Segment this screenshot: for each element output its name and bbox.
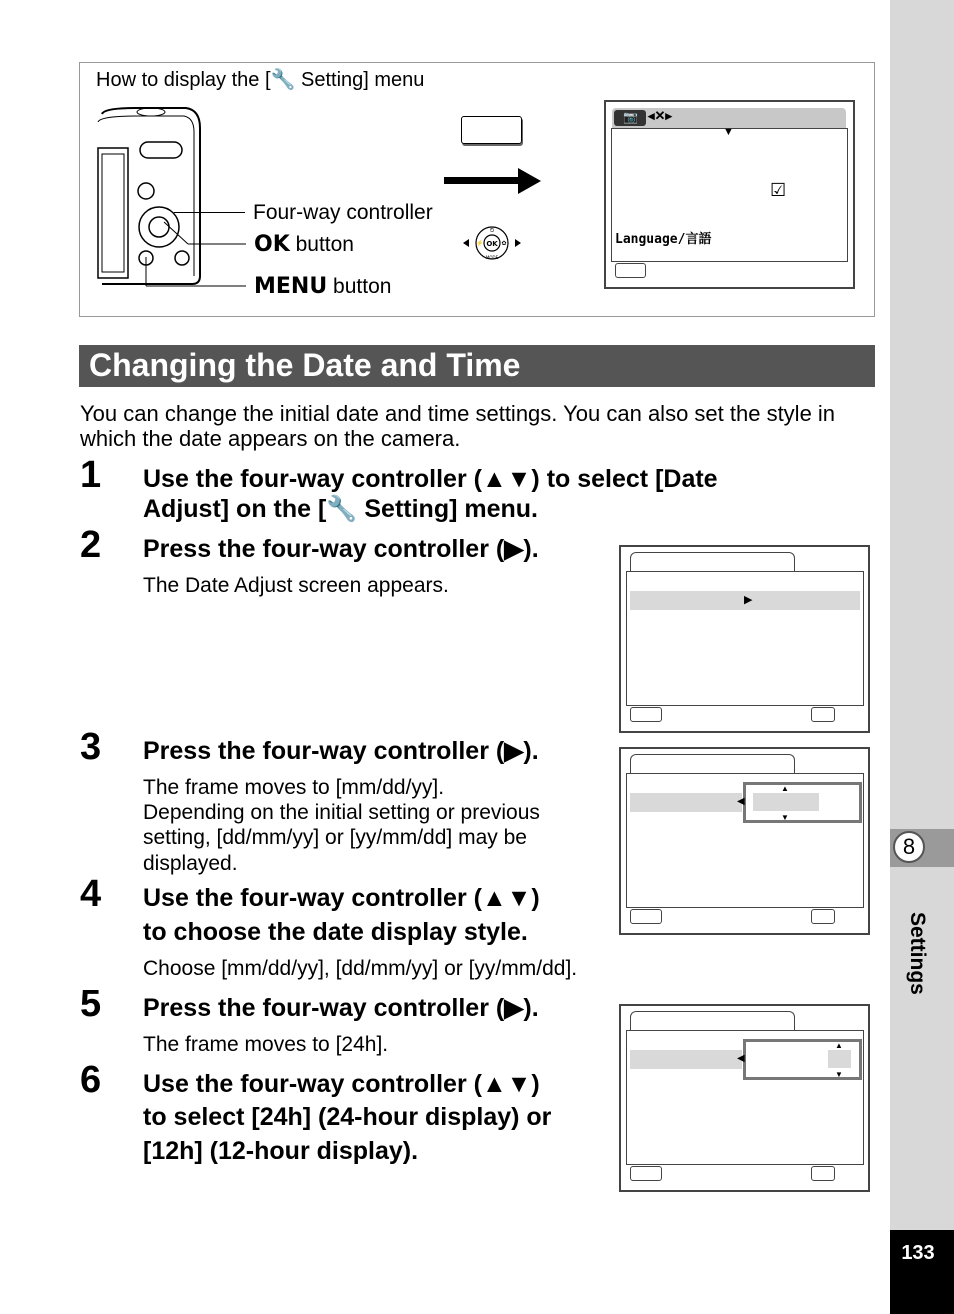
menu-screen-key [615,263,646,278]
step-5-body: The frame moves to [24h]. [143,1033,389,1056]
screen-c-left-arrow-icon: ◀ [737,1053,745,1064]
screen-c-tab [630,1011,795,1030]
pad-bottom-label: MODE [485,255,499,260]
menu-screen-language: Language/言語 [615,232,712,247]
step-3-body-4: displayed. [143,852,238,875]
pad-center-label: OK [486,240,498,248]
step-4-line-2: to choose the date display style. [143,918,528,946]
screen-b-left-key [630,909,662,924]
four-way-pad-icon [462,223,524,263]
callout-ok [254,232,354,257]
screen-b-up-arrow-icon: ▲ [781,784,789,793]
side-strip [890,0,954,1314]
leader-ok [160,218,250,248]
step-6-line-1: Use the four-way controller (▲▼) [143,1070,540,1098]
menu-screen-check: ☑ [770,180,787,200]
menu-key-icon [461,116,522,144]
info-box-title: How to display the [🔧 Setting] menu [96,69,425,91]
screen-a-right-arrow-icon: ▶ [744,594,753,606]
step-3-body-1: The frame moves to [mm/dd/yy]. [143,776,445,799]
page-number: 133 [901,1242,935,1264]
step-3-body-3: setting, [dd/mm/yy] or [yy/mm/dd] may be [143,826,527,849]
step-6-number: 6 [80,1059,102,1101]
leader-menu [140,255,250,291]
step-4-body: Choose [mm/dd/yy], [dd/mm/yy] or [yy/mm/dd]. [143,957,578,980]
step-2-number: 2 [80,524,102,566]
step-6-line-2: to select [24h] (24-hour display) or [143,1103,552,1131]
step-4-line-1: Use the four-way controller (▲▼) [143,884,540,912]
screen-c-left-key [630,1166,662,1181]
chapter-label: Settings [906,912,929,995]
step-3-number: 3 [80,726,102,768]
right-arrow-icon [444,166,542,196]
camera-icon: 📷 [623,110,638,124]
screen-a-left-key [630,707,662,722]
step-6-line-3: [12h] (12-hour display). [143,1137,419,1165]
section-title: Changing the Date and Time [89,347,521,383]
screen-a-tab [630,552,795,571]
step-5-text: Press the four-way controller (▶). [143,994,539,1022]
step-3-body-2: Depending on the initial setting or previous [143,801,540,824]
flash-icon: ⚡ [476,241,484,247]
screen-c-up-arrow-icon: ▲ [835,1041,843,1050]
screen-c-down-arrow-icon: ▼ [835,1070,843,1079]
chapter-number: 8 [893,831,925,863]
callout-ok-suffix: button [289,233,354,256]
screen-c-hour-style-field [828,1050,851,1068]
step-2-body: The Date Adjust screen appears. [143,574,449,597]
setting-wrench-icon: ◂✕▸ [648,108,672,123]
screen-b-highlight-row [630,793,742,812]
step-1-line-1: Use the four-way controller (▲▼) to select [Date [143,465,718,493]
intro-text: You can change the initial date and time settings. You can also set the style in which the date appears on the camera. [80,401,836,451]
leader-fourway [174,212,245,213]
step-2-text: Press the four-way controller (▶). [143,535,539,563]
step-1-line-2: Adjust] on the [🔧 Setting] menu. [143,495,538,523]
step-4-number: 4 [80,873,102,915]
screen-b-date-style-field [753,793,819,811]
callout-menu [254,274,391,299]
screen-b-down-arrow-icon: ▼ [781,813,789,822]
step-1-number: 1 [80,454,102,496]
screen-c-highlight-row [630,1050,742,1069]
screen-c-right-key [811,1166,835,1181]
step-5-number: 5 [80,983,102,1025]
menu-key: MENU [254,274,328,299]
callout-menu-suffix: button [327,275,392,298]
flower-icon: ✿ [501,241,507,247]
screen-a-right-key [811,707,835,722]
scroll-down-icon: ▼ [723,126,734,138]
timer-icon: ⏲ [489,228,495,234]
callout-fourway: Four-way controller [253,201,433,224]
screen-b-left-arrow-icon: ◀ [737,796,745,807]
screen-b-tab [630,754,795,773]
screen-b-right-key [811,909,835,924]
ok-key: OK [254,232,290,257]
step-3-text: Press the four-way controller (▶). [143,737,539,765]
